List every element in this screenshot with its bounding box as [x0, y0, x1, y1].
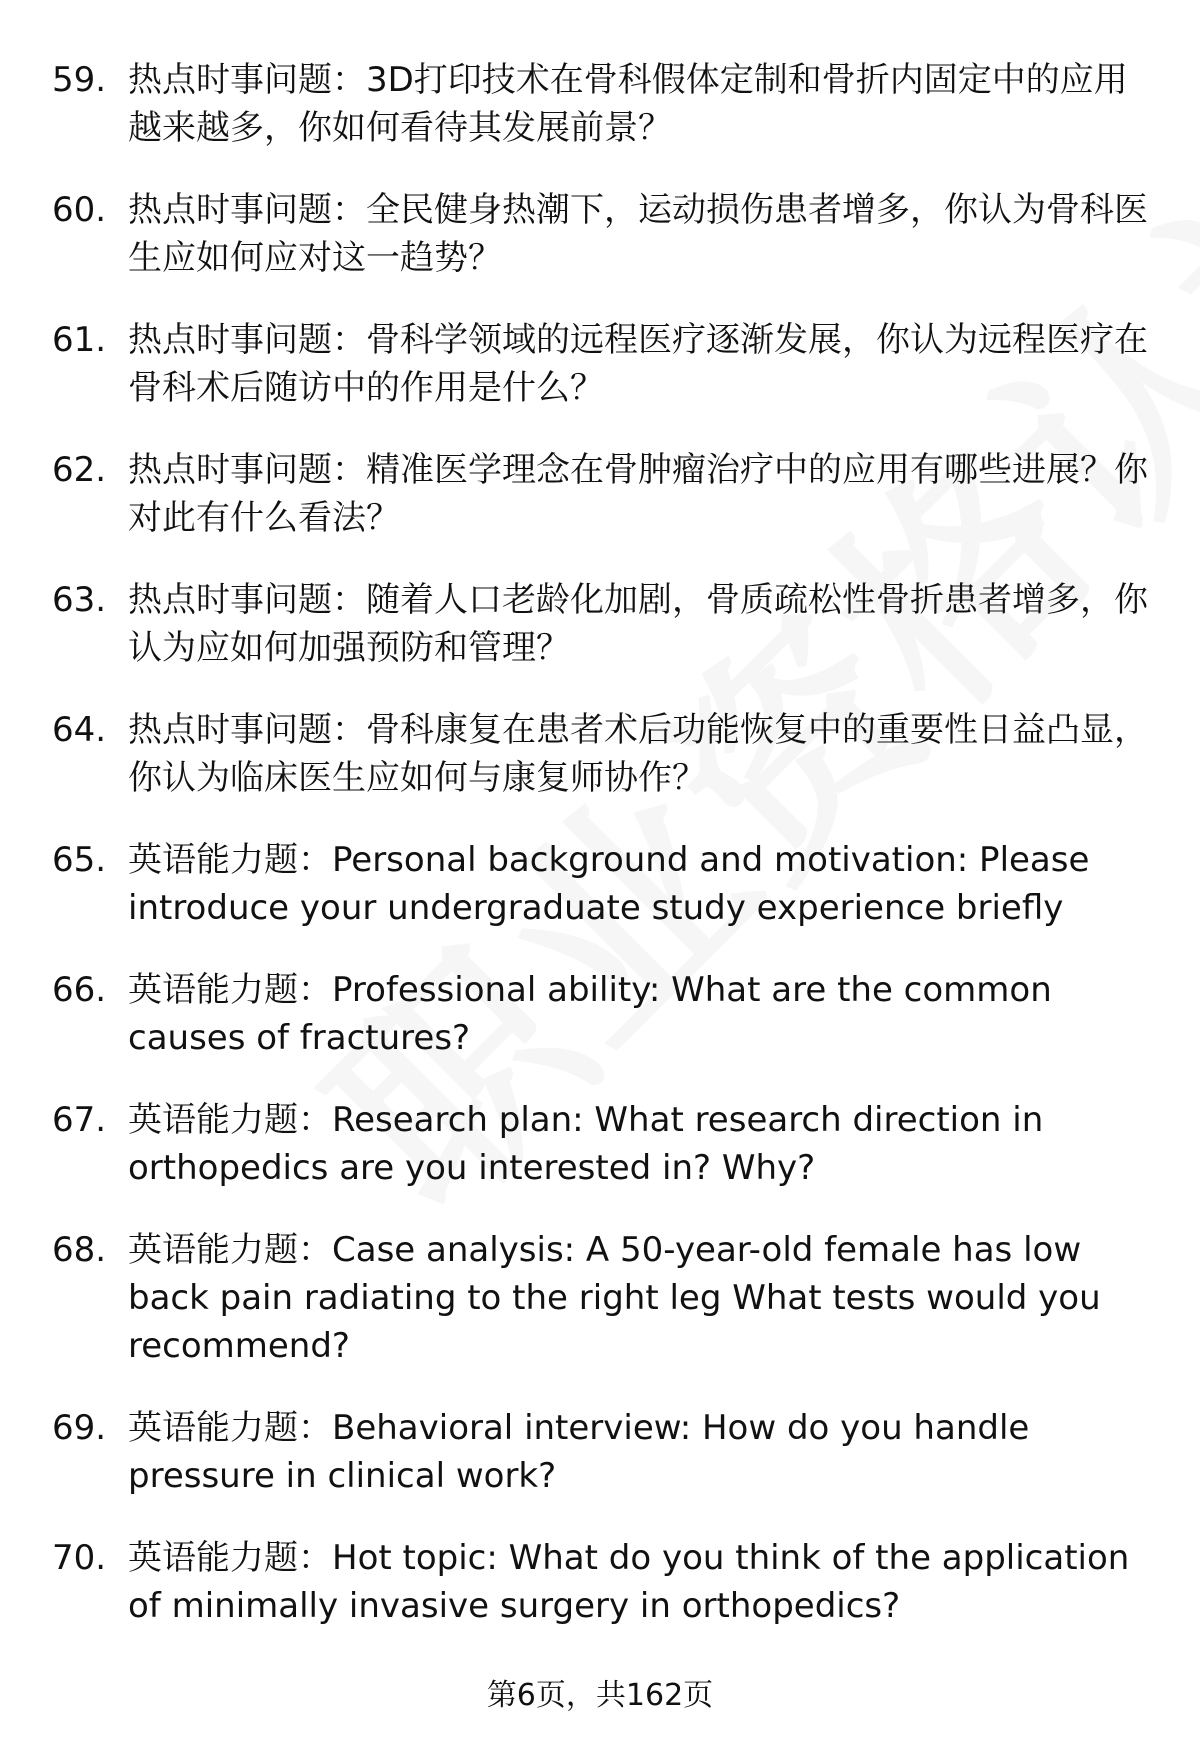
question-number: 59.: [52, 60, 107, 100]
question-number: 63.: [52, 580, 107, 620]
question-text: 英语能力题：Behavioral interview: How do you handle pressure in clinical work?: [128, 1408, 1030, 1496]
question-text: 热点时事问题：骨科康复在患者术后功能恢复中的重要性日益凸显，你认为临床医生应如何与康复师协作？: [128, 710, 1148, 798]
question-item-60: [0, 186, 1200, 282]
question-item-63: [0, 576, 1200, 672]
question-number: 66.: [52, 970, 107, 1010]
question-text: 热点时事问题：全民健身热潮下，运动损伤患者增多，你认为骨科医生应如何应对这一趋势？: [128, 190, 1148, 278]
question-text: 英语能力题：Case analysis: A 50-year-old female has low back pain radiating to the right leg What tests would you recommend?: [128, 1230, 1101, 1366]
page-indicator: 第6页，共162页: [486, 1678, 714, 1713]
question-text: 英语能力题：Research plan: What research direction in orthopedics are you interested in? Why?: [128, 1100, 1044, 1188]
question-number: 61.: [52, 320, 107, 360]
question-number: 64.: [52, 710, 107, 750]
question-item-62: [0, 446, 1200, 542]
question-text: 英语能力题：Professional ability: What are the common causes of fractures?: [128, 970, 1052, 1058]
question-number: 68.: [52, 1230, 107, 1270]
question-item-59: [0, 56, 1200, 152]
question-item-65: [0, 836, 1200, 932]
question-item-70: [0, 1534, 1200, 1630]
question-number: 65.: [52, 840, 107, 880]
question-text: 热点时事问题：精准医学理念在骨肿瘤治疗中的应用有哪些进展？你对此有什么看法？: [128, 450, 1148, 538]
question-item-64: [0, 706, 1200, 802]
question-number: 60.: [52, 190, 107, 230]
question-number: 67.: [52, 1100, 107, 1140]
question-number: 62.: [52, 450, 107, 490]
question-text: 热点时事问题：随着人口老龄化加剧，骨质疏松性骨折患者增多，你认为应如何加强预防和管理？: [128, 580, 1148, 668]
question-number: 69.: [52, 1408, 107, 1448]
question-text: 热点时事问题：骨科学领域的远程医疗逐渐发展，你认为远程医疗在骨科术后随访中的作用是什么？: [128, 320, 1148, 408]
question-list: [0, 56, 1200, 1664]
question-number: 70.: [52, 1538, 107, 1578]
question-item-68: [0, 1226, 1200, 1370]
question-item-66: [0, 966, 1200, 1062]
question-item-69: [0, 1404, 1200, 1500]
question-item-67: [0, 1096, 1200, 1192]
question-text: 英语能力题：Hot topic: What do you think of the application of minimally invasive surgery in orthopedics?: [128, 1538, 1130, 1626]
question-text: 热点时事问题：3D打印技术在骨科假体定制和骨折内固定中的应用越来越多，你如何看待其发展前景？: [128, 60, 1128, 148]
question-text: 英语能力题：Personal background and motivation: Please introduce your undergraduate study experience briefly: [128, 840, 1090, 928]
question-item-61: [0, 316, 1200, 412]
